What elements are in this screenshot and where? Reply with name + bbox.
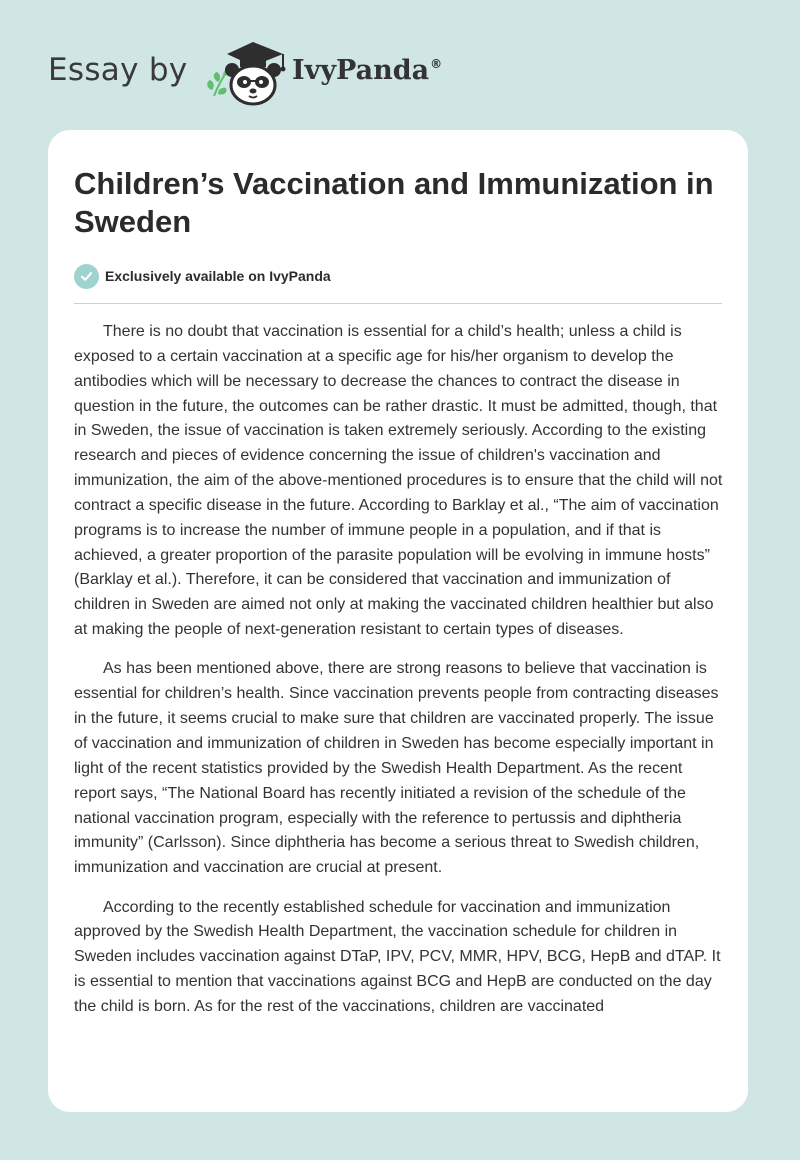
paragraph: As has been mentioned above, there are strong reasons to believe that vaccination is essential for children’s health. Since vaccination prevents people from contracting diseases in the future, it seems crucial to make sure that children are vaccinated properly. The issue of vaccination and immunization of children in Sweden has become especially important in light of the recent statistics provided by the Swedish Health Department. As the recent report says, “The National Board has recently initiated a revision of the schedule of the national vaccination program, especially with the reference to pertussis and diphtheria immunity” (Carlsson). Since diphtheria has become a serious threat to Swedish children, immunization and vaccination are crucial at present. <box>74 660 719 877</box>
essay-body <box>74 320 724 1034</box>
panda-graduate-icon <box>204 38 290 108</box>
essay-title: Children’s Vaccination and Immunization in Sweden <box>74 166 714 239</box>
paragraph: According to the recently established schedule for vaccination and immunization approved by the Swedish Health Department, the vaccination schedule for children in Sweden includes vaccination against DTaP, IPV, PCV, MMR, HPV, BCG, HepB and dTAP. It is essential to mention that vaccinations against BCG and HepB are conducted on the day the child is born. As for the rest of the vaccinations, children are vaccinated <box>74 898 721 1015</box>
essay-by-label: Essay by <box>48 52 188 88</box>
essay-card <box>48 130 748 1112</box>
paragraph: There is no doubt that vaccination is essential for a child’s health; unless a child is exposed to a certain vaccination at a specific age for his/her organism to develop the antibodies which will be necessary to decrease the chances to contract the disease in question in the future, the outcomes can be rather drastic. It must be admitted, though, that in Sweden, the issue of vaccination is taken extremely seriously. According to the existing research and pieces of evidence concerning the issue of children's vaccination and immunization, the aim of the above-mentioned procedures is to ensure that the child will not contract a specific disease in the future. According to Barklay et al., “The aim of vaccination programs is to increase the number of immune people in a population, and if that is achieved, a greater proportion of the parasite population will be evolving in immune hosts” (Barklay et al.). Therefore, it can be considered that vaccination and immunization of children in Sweden are aimed not only at making the vaccinated children healthier but also at making the people of next-generation resistant to certain types of diseases. <box>74 323 723 639</box>
exclusive-badge <box>74 263 331 289</box>
exclusive-label: Exclusively available on IvyPanda <box>105 268 331 284</box>
site-header <box>48 38 648 108</box>
divider <box>74 303 722 304</box>
check-circle-icon <box>74 264 99 289</box>
brand-name: IvyPanda® <box>292 55 443 86</box>
